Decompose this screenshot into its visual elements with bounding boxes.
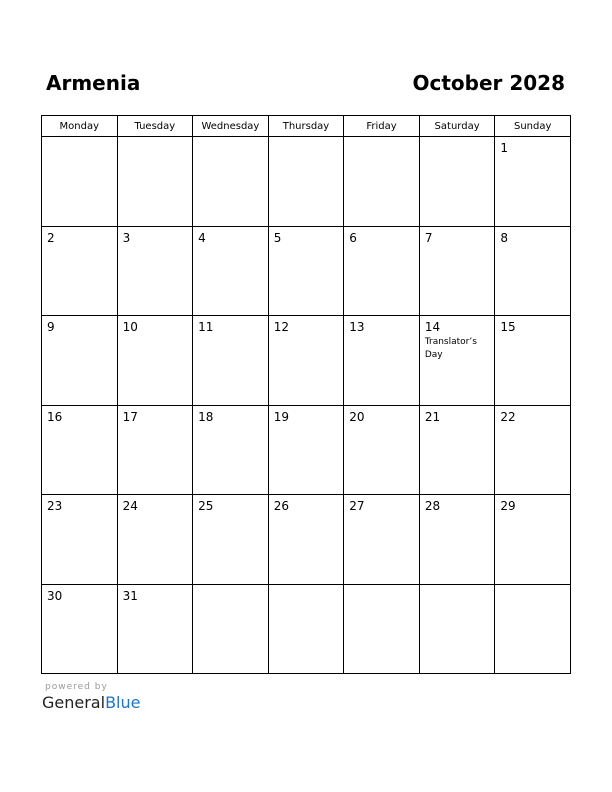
day-cell [495,316,571,406]
day-cell [268,584,344,674]
logo-general-text: General [42,693,106,712]
day-cell [268,226,344,316]
day-number: 12 [273,320,289,334]
weekday-header-row [42,116,571,137]
holiday-label: Translator’s Day [424,337,477,360]
day-cell [42,226,118,316]
day-number: 24 [122,499,138,513]
weekday-saturday: Saturday [419,116,495,137]
day-cell [495,495,571,585]
day-cell [419,405,495,495]
day-cell [344,584,420,674]
day-number: 13 [349,320,365,334]
day-number: 10 [122,320,138,334]
day-number: 26 [273,499,289,513]
week-row [42,405,571,495]
day-cell [344,226,420,316]
day-cell [344,316,420,406]
powered-by-text: powered by [45,682,108,692]
week-row [42,495,571,585]
day-number: 14 [424,320,441,334]
country-title: Armenia [46,71,141,95]
day-number [495,585,570,589]
day-number [344,585,419,589]
day-number: 19 [273,409,289,424]
weekday-friday: Friday [344,116,420,137]
weekday-thursday: Thursday [268,116,344,137]
day-number [193,585,268,589]
day-number: 27 [349,499,365,513]
week-row [42,316,571,406]
day-number: 16 [47,409,63,424]
day-number: 18 [198,409,214,424]
day-cell [268,405,344,495]
day-cell [268,316,344,406]
day-number: 5 [273,230,282,245]
day-cell [495,226,571,316]
day-number: 2 [47,230,55,245]
day-number [420,585,495,589]
day-number: 15 [500,320,516,334]
day-cell [117,226,193,316]
day-cell [419,495,495,585]
day-cell [344,405,420,495]
day-cell [42,137,118,227]
weekday-tuesday: Tuesday [117,116,193,137]
day-number [118,137,193,141]
day-cell [42,405,118,495]
day-number: 6 [349,230,357,245]
day-number [42,137,117,141]
day-number: 4 [198,230,206,245]
day-number: 31 [122,588,138,603]
day-cell [268,495,344,585]
weekday-wednesday: Wednesday [193,116,269,137]
day-number: 23 [47,499,63,513]
day-number: 21 [424,409,441,424]
day-number: 3 [122,230,131,245]
day-number: 17 [122,409,138,424]
day-number: 29 [500,499,516,513]
logo-blue-text: Blue [105,693,141,712]
day-cell [117,584,193,674]
day-number [269,585,344,589]
day-cell [495,137,571,227]
day-number: 11 [198,320,214,334]
day-cell [344,495,420,585]
day-number: 28 [424,499,441,513]
day-cell [268,137,344,227]
day-cell [193,316,269,406]
calendar-grid [41,115,571,674]
day-cell [117,405,193,495]
day-cell [42,584,118,674]
day-cell [419,226,495,316]
day-cell [42,495,118,585]
day-cell [419,584,495,674]
day-cell [419,316,495,406]
day-cell [193,405,269,495]
day-number [344,137,419,141]
day-cell [193,137,269,227]
month-year-title: October 2028 [412,71,565,95]
day-number [269,137,344,141]
day-number: 30 [47,588,63,603]
week-row [42,584,571,674]
day-cell [344,137,420,227]
week-row [42,226,571,316]
day-cell [193,584,269,674]
day-number: 7 [424,230,433,245]
day-cell [495,405,571,495]
day-cell [117,137,193,227]
day-cell [193,226,269,316]
week-row [42,137,571,227]
day-cell [117,495,193,585]
day-number: 9 [47,320,55,334]
day-number: 20 [349,409,365,424]
weekday-sunday: Sunday [495,116,571,137]
day-number: 22 [500,409,516,424]
day-number: 1 [500,141,509,155]
day-cell [419,137,495,227]
weekday-monday: Monday [42,116,118,137]
day-number: 8 [500,230,509,245]
day-number: 25 [198,499,214,513]
day-number [420,137,495,141]
day-cell [42,316,118,406]
day-cell [495,584,571,674]
day-cell [193,495,269,585]
day-number [193,137,268,141]
day-cell [117,316,193,406]
generalblue-logo [42,693,140,713]
